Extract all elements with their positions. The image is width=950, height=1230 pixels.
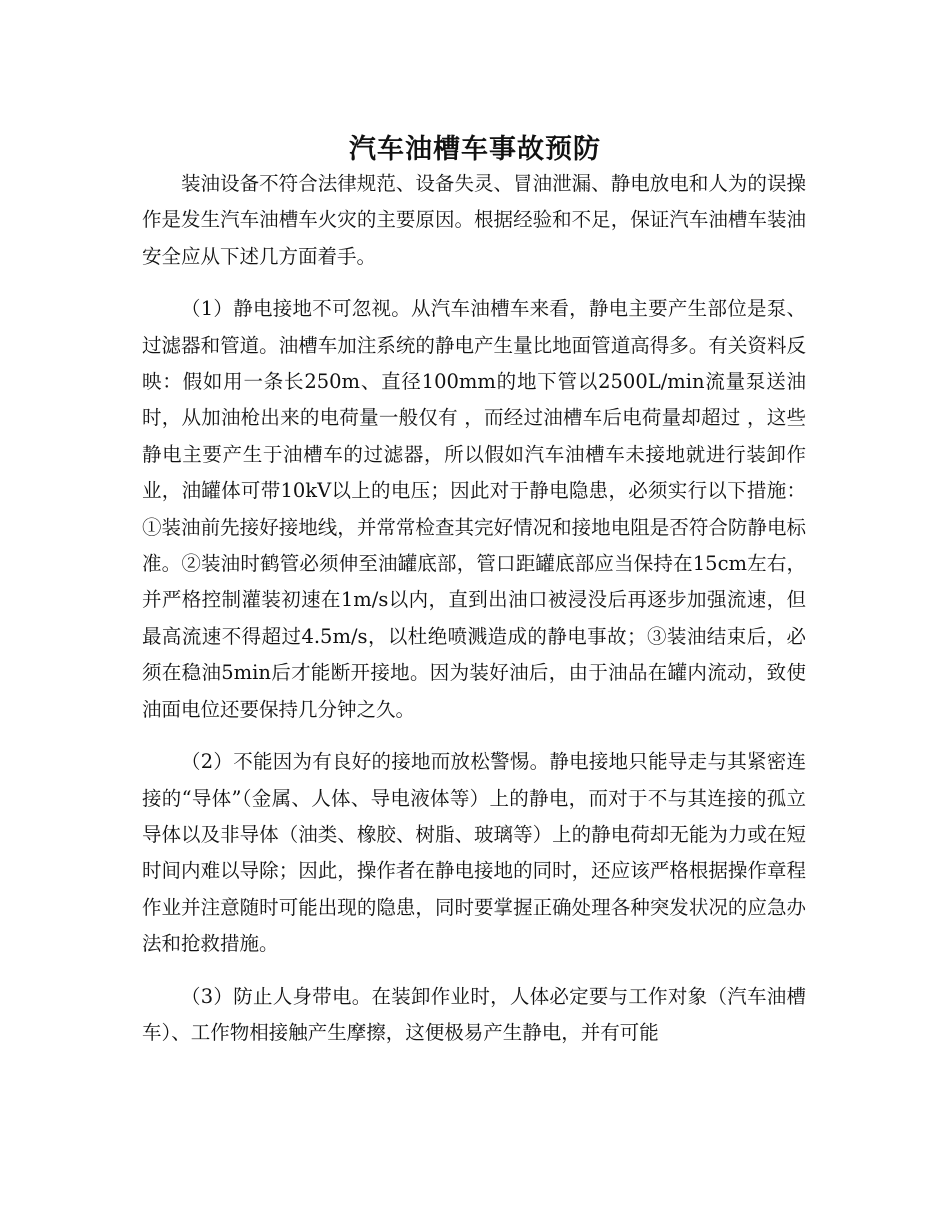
paragraph-body-static: （3）防止人身带电。在装卸作业时，人体必定要与工作对象（汽车油槽车）、工作物相接触产生摩擦，这便极易产生静电，并有可能 <box>142 984 806 1044</box>
paragraph-intro: 装油设备不符合法律规范、设备失灵、冒油泄漏、静电放电和人为的误操作是发生汽车油槽车火灾的主要原因。根据经验和不足，保证汽车油槽车装油安全应从下述几方面着手。 <box>142 172 806 268</box>
document-title: 汽车油槽车事故预防 <box>349 134 601 166</box>
document-body <box>142 166 806 1067</box>
paragraph-static-grounding: （1）静电接地不可忽视。从汽车油槽车来看，静电主要产生部位是泵、过滤器和管道。油槽车加注系统的静电产生量比地面管道高得多。有关资料反映：假如用一条长250m、直径100mm的地下管以2500L/min流量泵送油时，从加油枪出来的电荷量一般仅有 ，而经过油槽车后电荷量却超过 ，这些静电主要产生于油槽车的过滤器，所以假如汽车油槽车未接地就进行装卸作业，油罐体可带10kV以上的电压；因此对于静电隐患，必须实行以下措施：①装油前先接好接地线，并常常检查其完好情况和接地电阻是否符合防静电标准。②装油时鹤管必须伸至油罐底部，管口距罐底部应当保持在15cm左右，并严格控制灌装初速在1m/s以内，直到出油口被浸没后再逐步加强流速，但最高流速不得超过4.5m/s，以杜绝喷溅造成的静电事故；③装油结束后，必须在稳油5min后才能断开接地。因为装好油后，由于油品在罐内流动，致使油面电位还要保持几分钟之久。 <box>142 297 806 721</box>
paragraph-stay-vigilant: （2）不能因为有良好的接地而放松警惕。静电接地只能导走与其紧密连接的“导体”（金属、人体、导电液体等）上的静电，而对于不与其连接的孤立导体以及非导体（油类、橡胶、树脂、玻璃等）上的静电荷却无能为力或在短时间内难以导除；因此，操作者在静电接地的同时，还应该严格根据操作章程作业并注意随时可能出现的隐患，同时要掌握正确处理各种突发状况的应急办法和抢救措施。 <box>142 750 806 956</box>
